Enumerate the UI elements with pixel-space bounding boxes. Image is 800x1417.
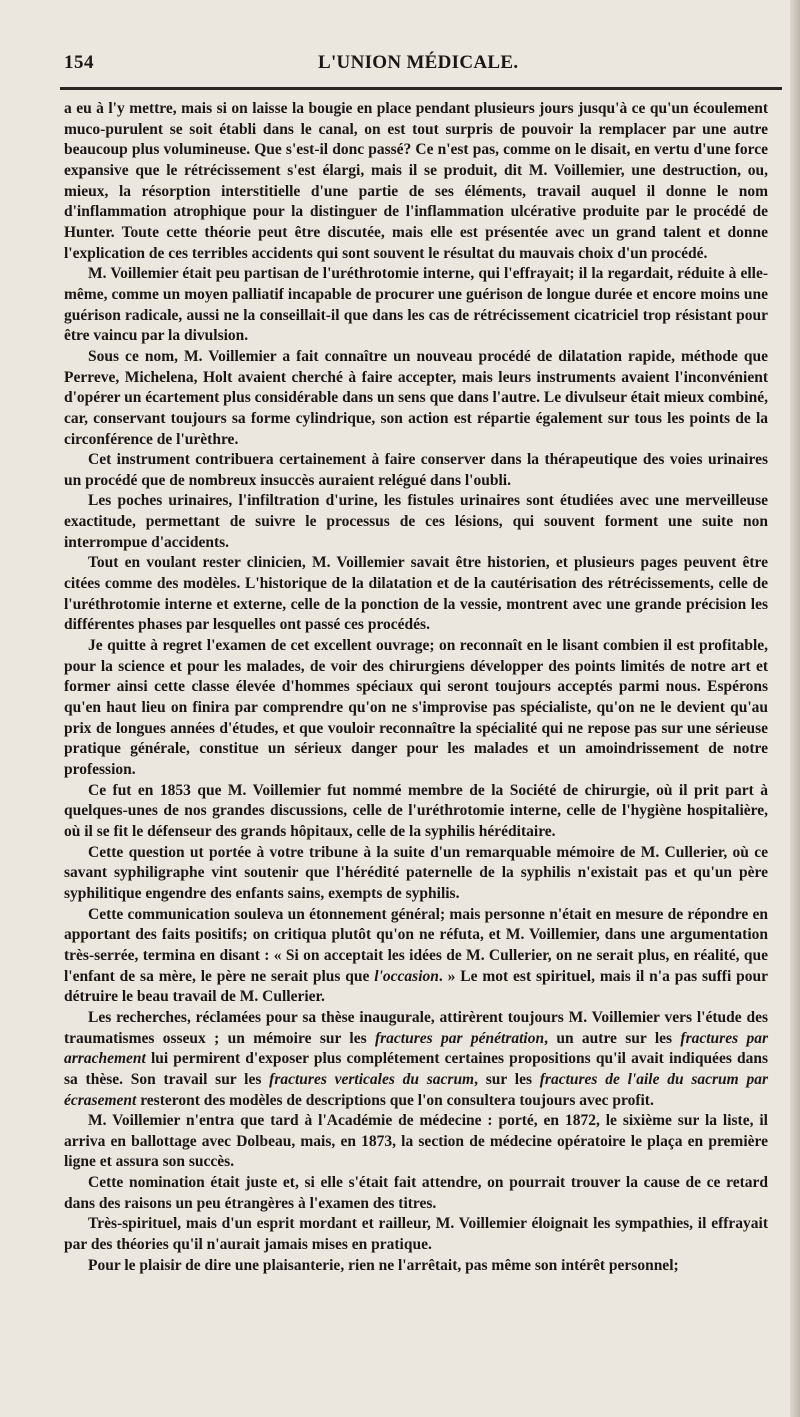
paragraph-urethrotomie-interne: M. Voillemier était peu partisan de l'uréthrotomie interne, qui l'effrayait; il la regardait, réduite à elle-même, comme un moyen palliatif incapable de procurer une guérison de longue durée et encore moins une guérison radicale, aussi ne la conseillait-il que dans les cas de rétrécissement cicatriciel trop résistant pour être vaincu par la divulsion.: [64, 265, 768, 345]
paragraph-poches-urinaires: Les poches urinaires, l'infiltration d'urine, les fistules urinaires sont étudiées avec une merveilleuse exactitude, permettant de suivre le processus de ces lésions, qui souvent forment une suite non interrompue d'accidents.: [64, 492, 768, 551]
italic-title: fractures par pénétration: [374, 1029, 545, 1047]
italic-title: fractures verticales du sacrum: [269, 1070, 475, 1088]
page-edge-shadow: [790, 0, 800, 1417]
paragraph-plaisanterie: Pour le plaisir de dire une plaisanterie, rien ne l'arrêtait, pas même son intérêt personnel;: [88, 1256, 679, 1274]
journal-title: L'UNION MÉDICALE.: [318, 52, 519, 73]
italic-title: fractures par arrachement: [64, 1029, 768, 1068]
paragraph-question-cullerier: Cette question ut portée à votre tribune à la suite d'un remarquable mémoire de M. Cullerier, où ce savant syphiligraphe vint soutenir que l'hérédité paternelle de la syphilis n'existait pas et qu'un père syphilitique engendre des enfants sains, exempts de syphilis.: [64, 843, 768, 902]
running-head: [0, 46, 800, 86]
page-number: 154: [64, 52, 94, 73]
paragraph-tres-spirituel: Très-spirituel, mais d'un esprit mordant et railleur, M. Voillemier éloignait les sympathies, il effrayait par des théories qu'il n'aurait jamais mises en pratique.: [64, 1215, 768, 1254]
paragraph-historien: Tout en voulant rester clinicien, M. Voillemier savait être historien, et plusieurs pages peuvent être citées comme des modèles. L'historique de la dilatation et de la cautérisation des rétrécissements, celle de l'uréthrotomie interne et externe, celle de la ponction de la vessie, montrent avec une grande précision les différentes phases par lesquelles ont passé ces procédés.: [64, 554, 768, 634]
italic-title: fractures de l'aile du sacrum par écrasement: [64, 1070, 768, 1109]
paragraph-divulsion: Sous ce nom, M. Voillemier a fait connaître un nouveau procédé de dilatation rapide, méthode que Perreve, Michelena, Holt avaient cherché à faire accepter, mais leurs instruments avaient l'inconvénient d'opérer un écartement plus considérable dans un sens que dans l'autre. Le divulseur était mieux combiné, car, conservant toujours sa forme cylindrique, son action est répartie également sur tous les points de la circonférence de l'urèthre.: [64, 347, 768, 448]
article-body: [64, 99, 768, 1276]
paragraph-bougie-continuation: a eu à l'y mettre, mais si on laisse la bougie en place pendant plusieurs jours jusqu'à ce qu'un écoulement muco-purulent se soit établi dans le canal, on est tout surpris de pouvoir la remplacer par une autre beaucoup plus volumineuse. Que s'est-il donc passé? Ce n'est pas, comme on le disait, en vertu d'une force expansive que le rétrécissement s'est élargi, mais il se produit, dit M. Voillemier, une destruction, ou, mieux, la résorption interstitielle d'une partie de ses éléments, travail auquel il donne le nom d'inflammation atrophique pour la distinguer de l'inflammation ulcérative produite par le procédé de Hunter. Toute cette théorie peut être discutée, mais elle est présentée avec un grand talent et donne l'explication de ces terribles accidents qui sont souvent le résultat du mauvais choix d'un procédé.: [64, 100, 768, 262]
header-rule: [60, 87, 782, 90]
paragraph-nomination: Cette nomination était juste et, si elle s'était fait attendre, on pourrait trouver la cause de ce retard dans des raisons un peu étrangères à l'examen des titres.: [64, 1174, 768, 1212]
paragraph-recherches: Les recherches, réclamées pour sa thèse inaugurale, attirèrent toujours M. Voillemier vers l'étude des traumatismes osseux ; un mémoire sur les fractures par pénétration, un autre sur les fractures par arrachement lui permirent d'exposer plus complétement certaines propositions qu'il avait indiquées dans sa thèse. Son travail sur les fractures verticales du sacrum, sur les fractures de l'aile du sacrum par écrasement resteront des modèles de descriptions que l'on consultera toujours avec profit.: [64, 1008, 768, 1109]
paragraph-academie: M. Voillemier n'entra que tard à l'Académie de médecine : porté, en 1872, le sixième sur la liste, il arriva en ballottage avec Dolbeau, mais, en 1873, la section de médecine opératoire le plaça en première ligne et assura son succès.: [64, 1112, 768, 1171]
italic-word: l'occasion: [374, 967, 439, 985]
paragraph-examen-ouvrage: Je quitte à regret l'examen de cet excellent ouvrage; on reconnaît en le lisant combien il est profitable, pour la science et pour les malades, de voir des chirurgiens développer des points limités de notre art et former ainsi cette classe élevée d'hommes spéciaux qui seront toujours acceptés parmi nous. Espérons qu'en haut lieu on finira par comprendre qu'on ne s'improvise pas spécialiste, qu'on ne le devient qu'au prix de longues années d'études, et que vouloir reconnaître la spécialité qui ne repose pas sur une sérieuse pratique générale, constitue un sérieux danger pour les malades et un amoindrissement de notre profession.: [64, 637, 768, 778]
paragraph-societe-chirurgie: Ce fut en 1853 que M. Voillemier fut nommé membre de la Société de chirurgie, où il prit part à quelques-unes de nos grandes discussions, celle de l'uréthrotomie interne, celle de l'hygiène hospitalière, où il se fit le défenseur des grands hôpitaux, celle de la syphilis héréditaire.: [64, 781, 768, 840]
paragraph-instrument: Cet instrument contribuera certainement à faire conserver dans la thérapeutique des voies urinaires un procédé que de nombreux insuccès auraient relégué dans l'oubli.: [64, 451, 768, 489]
paragraph-communication: Cette communication souleva un étonnement général; mais personne n'était en mesure de répondre en apportant des faits positifs; on critiqua plutôt qu'on ne réfuta, et M. Voillemier, dans une argumentation très-serrée, termina en disant : « Si on acceptait les idées de M. Cullerier, on ne serait plus, en réalité, que l'enfant de sa mère, le père ne serait plus que l'occasion. » Le mot est spirituel, mais il n'a pas suffi pour détruire le beau travail de M. Cullerier.: [64, 905, 769, 1006]
